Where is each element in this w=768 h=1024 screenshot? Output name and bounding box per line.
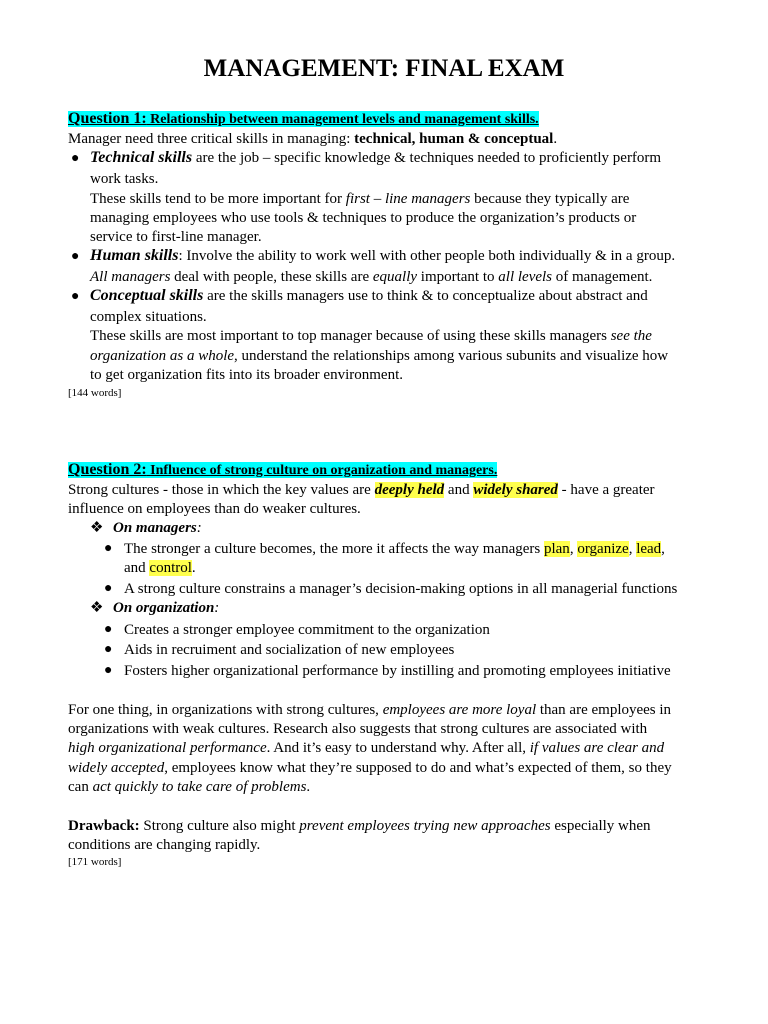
- bullet-icon: ●: [104, 642, 113, 657]
- on-organization-item: Aids in recruiment and socialization of new employees: [124, 642, 455, 658]
- paragraph-line-5: [68, 778, 310, 796]
- conceptual-skills-term: Conceptual skills: [90, 287, 204, 304]
- technical-skills-line-4: managing employees who use tools & techniques to produce the organization’s products or: [90, 210, 637, 226]
- technical-skills-text: are the job – specific knowledge & techniques needed to proficiently perform: [192, 150, 662, 166]
- drawback-label: Drawback:: [68, 818, 140, 834]
- italic-span: act quickly to take care of problems: [92, 779, 307, 795]
- highlight-widely-shared: widely shared: [473, 482, 558, 498]
- text-span: The stronger a culture becomes, the more it affects the way managers: [124, 541, 544, 557]
- italic-span: widely accepted: [68, 760, 165, 776]
- text-span: :: [196, 520, 202, 536]
- italic-span: see the: [610, 328, 652, 344]
- text-span: deal with people, these skills are: [170, 269, 373, 285]
- text-span: :: [214, 600, 220, 616]
- conceptual-skills-line-3: [90, 327, 652, 345]
- bullet-icon: ●: [71, 249, 80, 264]
- italic-span: employees are more loyal: [382, 702, 537, 718]
- paragraph-line-3: [68, 739, 664, 757]
- question-2-title: Influence of strong culture on organization and managers.: [146, 463, 498, 478]
- on-organization-label: On organization: [113, 600, 215, 616]
- conceptual-skills-line: [90, 287, 648, 305]
- italic-span: if values are clear and: [529, 740, 665, 756]
- text-span: These skills tend to be more important for: [90, 191, 346, 207]
- technical-skills-line-3: [90, 190, 629, 208]
- text-span: Strong culture also might: [139, 818, 300, 834]
- q1-intro-skills: technical, human & conceptual: [354, 131, 554, 147]
- question-1-highlight: [68, 111, 539, 127]
- text-span: important to: [417, 269, 499, 285]
- on-managers-item-1-line-2: and control.: [124, 560, 196, 576]
- paragraph-line-2: organizations with weak cultures. Research also suggests that strong cultures are associated with: [68, 721, 648, 737]
- highlight-plan: plan: [543, 541, 570, 557]
- q2-intro: [68, 481, 655, 499]
- text-span: For one thing, in organizations with strong cultures,: [68, 702, 383, 718]
- italic-span: prevent employees trying new approaches: [299, 818, 551, 834]
- text-span: These skills are most important to top manager because of using these skills managers: [90, 328, 611, 344]
- highlight-lead: lead: [636, 541, 662, 557]
- highlight-deeply-held: deeply held: [374, 482, 445, 498]
- text-span: can: [68, 779, 93, 795]
- paragraph-line-4: [68, 759, 672, 777]
- bullet-icon: ●: [104, 622, 113, 637]
- bullet-icon: ●: [104, 663, 113, 678]
- technical-skills-line-5: service to first-line manager.: [90, 229, 262, 245]
- text-span: - have a greater: [557, 482, 655, 498]
- on-organization-item: Fosters higher organizational performance by instilling and promoting employees initiative: [124, 663, 671, 679]
- italic-span: first – line managers: [345, 191, 471, 207]
- highlight-organize: organize: [577, 541, 629, 557]
- conceptual-skills-line-4: [90, 347, 668, 365]
- question-1-title: Relationship between management levels and management skills.: [146, 112, 539, 127]
- question-1-heading: [68, 110, 539, 129]
- page-title: MANAGEMENT: FINAL EXAM: [203, 55, 565, 82]
- on-managers-label: On managers: [113, 520, 197, 536]
- human-skills-line-2: [90, 268, 652, 286]
- q1-intro-text: Manager need three critical skills in managing:: [68, 131, 355, 147]
- technical-skills-term: Technical skills: [90, 149, 193, 166]
- italic-span: organization as a whole: [90, 348, 235, 364]
- drawback-line: [68, 817, 651, 835]
- technical-skills-line: [90, 149, 661, 167]
- bullet-icon: ●: [104, 581, 113, 596]
- text-span: especially when: [550, 818, 651, 834]
- q1-intro-end: .: [553, 131, 558, 147]
- text-span: because they typically are: [470, 191, 630, 207]
- italic-span: equally: [372, 269, 418, 285]
- question-2-highlight: [68, 462, 497, 478]
- human-skills-line: [90, 247, 675, 265]
- conceptual-skills-line-5: to get organization fits into its broader environment.: [90, 367, 403, 383]
- diamond-bullet-icon: ❖: [90, 520, 104, 536]
- on-organization-item: Creates a stronger employee commitment to the organization: [124, 622, 490, 638]
- on-managers-item-1: The stronger a culture becomes, the more it affects the way managers plan, organize, lead,: [124, 541, 665, 557]
- diamond-bullet-icon: ❖: [90, 600, 104, 616]
- question-2-label: Question 2:: [68, 461, 147, 478]
- question-1-label: Question 1:: [68, 110, 147, 127]
- on-managers-item-2: A strong culture constrains a manager’s decision-making options in all managerial functions: [124, 581, 678, 597]
- human-skills-term: Human skills: [90, 247, 179, 264]
- bullet-icon: ●: [71, 289, 80, 304]
- italic-span: all levels: [498, 269, 553, 285]
- drawback-line-2: conditions are changing rapidly.: [68, 837, 261, 853]
- text-span: Strong cultures - those in which the key values are: [68, 482, 375, 498]
- italic-span: All managers: [90, 269, 171, 285]
- q2-intro-line-2: influence on employees than do weaker cultures.: [68, 501, 361, 517]
- text-span: than are employees in: [536, 702, 672, 718]
- on-organization-heading: [113, 599, 219, 617]
- conceptual-skills-line-2: complex situations.: [90, 309, 207, 325]
- bullet-icon: ●: [104, 541, 113, 556]
- q2-word-count: [171 words]: [68, 856, 122, 868]
- human-skills-text: : Involve the ability to work well with other people both individually & in a group.: [178, 248, 676, 264]
- text-span: , employees know what they’re supposed to do and what’s expected of them, so they: [164, 760, 672, 776]
- q1-word-count: [144 words]: [68, 387, 122, 399]
- highlight-control: control: [149, 560, 192, 576]
- technical-skills-line-2: work tasks.: [90, 171, 159, 187]
- text-span: and: [444, 482, 474, 498]
- conceptual-skills-text: are the skills managers use to think & to conceptualize about abstract and: [203, 288, 648, 304]
- italic-span: high organizational performance: [68, 740, 267, 756]
- text-span: .: [306, 779, 311, 795]
- text-span: of management.: [552, 269, 653, 285]
- bullet-icon: ●: [71, 151, 80, 166]
- q1-intro: [68, 130, 557, 148]
- question-2-heading: [68, 461, 497, 480]
- text-span: and: [124, 560, 150, 576]
- text-span: . And it’s easy to understand why. After all,: [266, 740, 530, 756]
- paragraph-line-1: [68, 701, 671, 719]
- on-managers-heading: [113, 519, 202, 537]
- text-span: , understand the relationships among various subunits and visualize how: [234, 348, 669, 364]
